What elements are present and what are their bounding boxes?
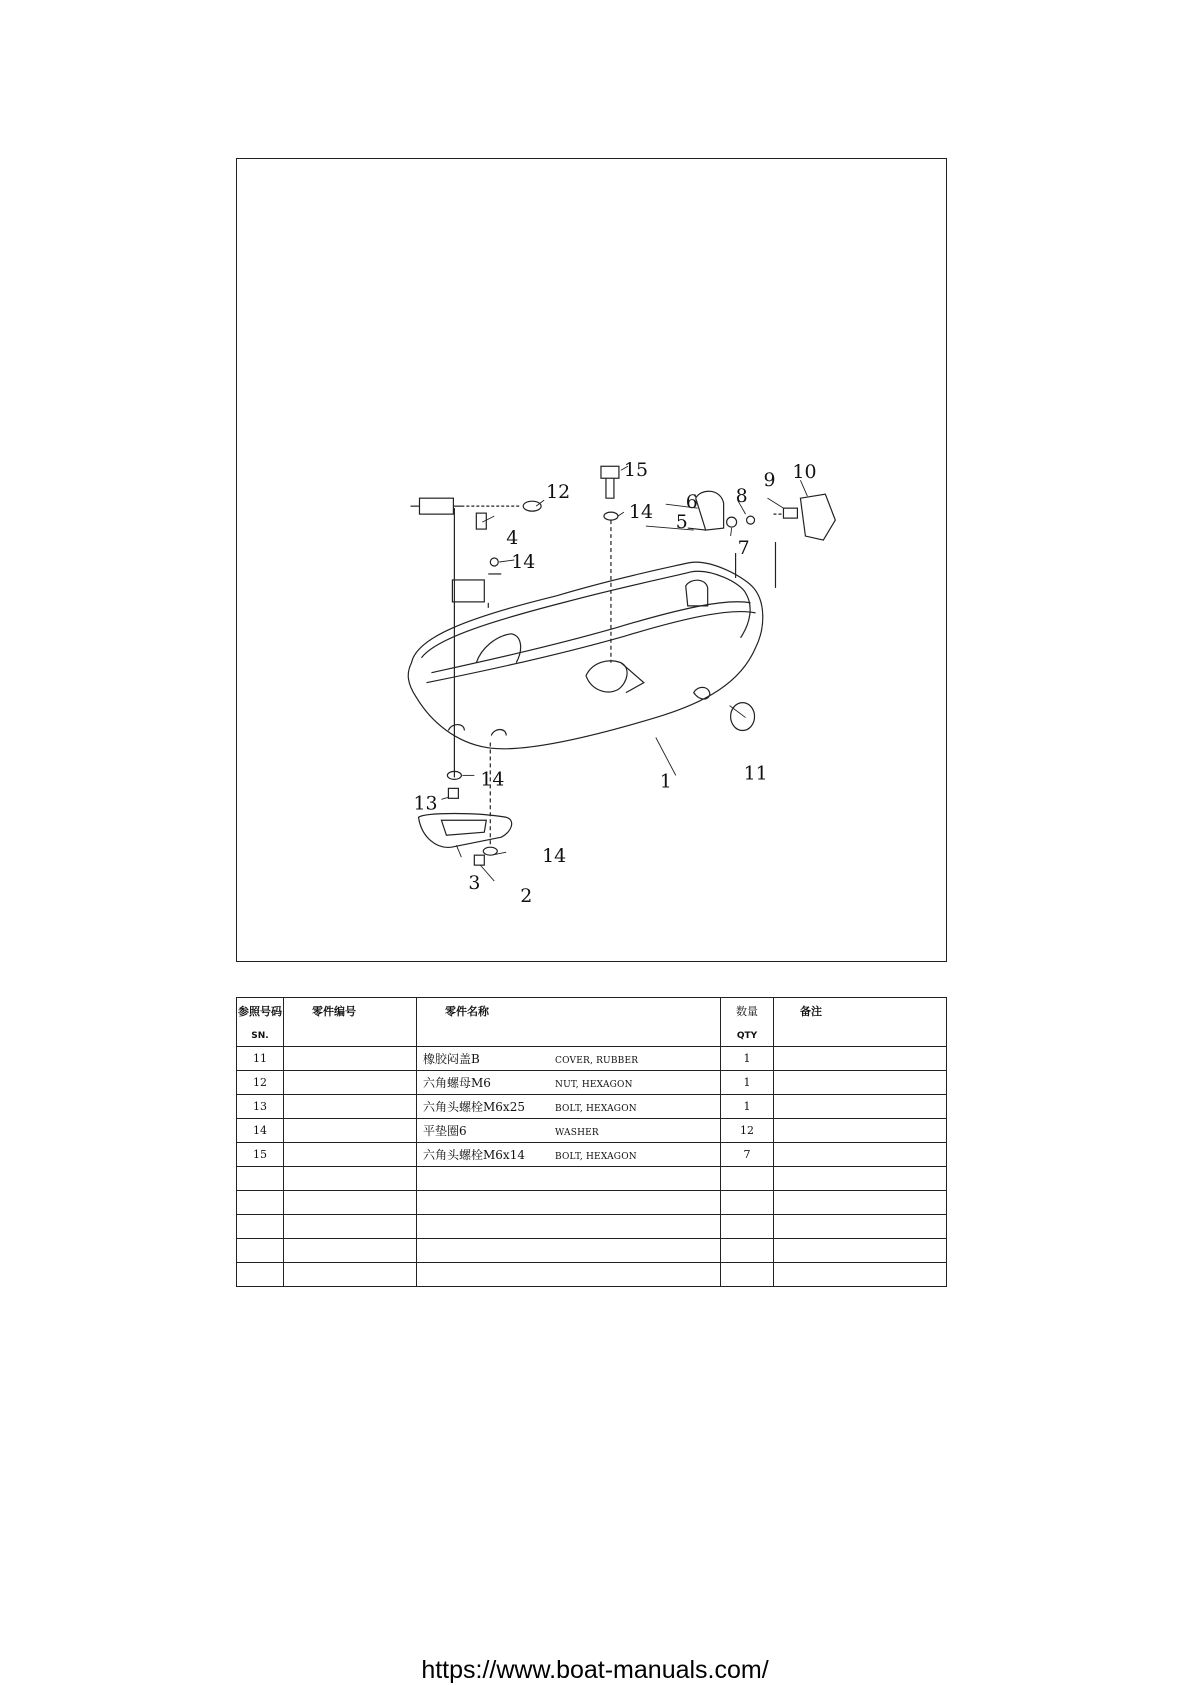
- cell-note: [774, 1239, 947, 1263]
- cell-qty: 1: [721, 1095, 774, 1119]
- cell-note: [774, 1263, 947, 1287]
- handle-plate: [418, 814, 511, 866]
- cell-sn: 14: [237, 1119, 284, 1143]
- bolt-top: [601, 466, 619, 662]
- cell-name: [417, 1143, 721, 1167]
- cell-qty: [721, 1263, 774, 1287]
- table-row: [237, 1263, 947, 1287]
- cell-name: [417, 1071, 721, 1095]
- header-sn: [237, 998, 284, 1047]
- cell-part-no: [284, 1119, 417, 1143]
- cell-name-cn: 橡胶闷盖B: [423, 1052, 480, 1066]
- cell-note: [774, 1047, 947, 1071]
- cell-sn: 11: [237, 1047, 284, 1071]
- cell-sn: [237, 1263, 284, 1287]
- cell-name: [417, 1119, 721, 1143]
- cell-part-no: [284, 1143, 417, 1167]
- table-row: [237, 1167, 947, 1191]
- cell-name: [417, 1239, 721, 1263]
- cell-qty: [721, 1239, 774, 1263]
- table-row: [237, 1191, 947, 1215]
- table-row: [237, 1119, 947, 1143]
- cell-part-no: [284, 1047, 417, 1071]
- header-sn-en: SN.: [251, 1031, 269, 1041]
- table-row: [237, 1047, 947, 1071]
- callout-3: 3: [468, 872, 481, 895]
- header-qty-cn: 数量: [736, 1005, 758, 1018]
- cell-part-no: [284, 1071, 417, 1095]
- callout-5: 5: [675, 511, 688, 534]
- cell-name-cn: 六角头螺栓M6x14: [423, 1148, 525, 1162]
- parts-diagram: [236, 158, 947, 962]
- cell-name-en: BOLT, HEXAGON: [555, 1152, 637, 1162]
- cell-sn: 13: [237, 1095, 284, 1119]
- cell-note: [774, 1071, 947, 1095]
- cell-qty: 7: [721, 1143, 774, 1167]
- cell-name-cn: 平垫圈6: [423, 1124, 467, 1138]
- cell-name-en: WASHER: [555, 1128, 599, 1138]
- cell-qty: [721, 1167, 774, 1191]
- cell-note: [774, 1143, 947, 1167]
- callout-13: 13: [413, 792, 438, 815]
- table-header-row: [237, 998, 947, 1047]
- cell-sn: 15: [237, 1143, 284, 1167]
- cell-qty: 1: [721, 1047, 774, 1071]
- cell-name-cn: 六角螺母M6: [423, 1076, 491, 1090]
- callout-10: 10: [792, 461, 817, 484]
- parts-table: [236, 997, 947, 1287]
- cell-name-cn: 六角头螺栓M6x25: [423, 1100, 525, 1114]
- parts-table-body: [237, 1047, 947, 1287]
- callout-numbers: [237, 159, 817, 907]
- cell-name: [417, 1191, 721, 1215]
- latch-assembly: [685, 491, 836, 588]
- cell-name: [417, 1047, 721, 1071]
- header-qty-en: QTY: [736, 1031, 758, 1041]
- table-row: [237, 1239, 947, 1263]
- rubber-cover-part: [731, 703, 755, 731]
- cell-sn: 12: [237, 1071, 284, 1095]
- header-name: 零件名称: [417, 998, 721, 1047]
- cell-name-en: BOLT, HEXAGON: [555, 1104, 637, 1114]
- leader-lines: [441, 466, 807, 881]
- cell-sn: [237, 1239, 284, 1263]
- cell-part-no: [284, 1215, 417, 1239]
- cell-note: [774, 1215, 947, 1239]
- cell-qty: [721, 1215, 774, 1239]
- header-sn-cn: 参照号码: [238, 1005, 282, 1018]
- cell-name-en: NUT, HEXAGON: [555, 1080, 633, 1090]
- callout-14-b: 14: [511, 550, 536, 573]
- callout-12: 12: [546, 481, 571, 504]
- table-row: [237, 1143, 947, 1167]
- callout-2: 2: [520, 885, 533, 908]
- cell-part-no: [284, 1167, 417, 1191]
- callout-1: 1: [659, 770, 672, 793]
- bottom-cowling-shell: [408, 562, 763, 749]
- header-qty: [721, 998, 774, 1047]
- cell-qty: 12: [721, 1119, 774, 1143]
- cell-qty: [721, 1191, 774, 1215]
- callout-14-a: 14: [628, 501, 654, 524]
- cell-name: [417, 1095, 721, 1119]
- callout-14-c: 14: [480, 768, 505, 791]
- table-row: [237, 1071, 947, 1095]
- exploded-view-drawing: [237, 159, 946, 961]
- cell-sn: [237, 1191, 284, 1215]
- cell-note: [774, 1191, 947, 1215]
- cell-part-no: [284, 1263, 417, 1287]
- cell-note: [774, 1167, 947, 1191]
- cell-note: [774, 1119, 947, 1143]
- header-note: 备注: [774, 998, 947, 1047]
- cell-sn: [237, 1167, 284, 1191]
- callout-11: 11: [743, 762, 768, 785]
- lever-assembly: [452, 513, 501, 608]
- cell-name: [417, 1215, 721, 1239]
- callout-9: 9: [763, 469, 776, 492]
- table-row: [237, 1095, 947, 1119]
- cell-note: [774, 1095, 947, 1119]
- callout-15: 15: [623, 459, 649, 482]
- cell-part-no: [284, 1239, 417, 1263]
- cell-sn: [237, 1215, 284, 1239]
- callout-14-d: 14: [542, 845, 567, 868]
- callout-4: 4: [506, 527, 519, 550]
- callout-6: 6: [685, 491, 698, 514]
- callout-8: 8: [735, 485, 748, 508]
- header-part-no: 零件编号: [284, 998, 417, 1047]
- footer-url: https://www.boat-manuals.com/: [421, 1656, 769, 1684]
- cell-name-en: COVER, RUBBER: [555, 1056, 639, 1066]
- callout-7: 7: [737, 537, 750, 560]
- cell-part-no: [284, 1191, 417, 1215]
- cell-part-no: [284, 1095, 417, 1119]
- cell-name: [417, 1263, 721, 1287]
- cell-qty: 1: [721, 1071, 774, 1095]
- table-row: [237, 1215, 947, 1239]
- switch-assembly-top: [411, 498, 542, 777]
- cell-name: [417, 1167, 721, 1191]
